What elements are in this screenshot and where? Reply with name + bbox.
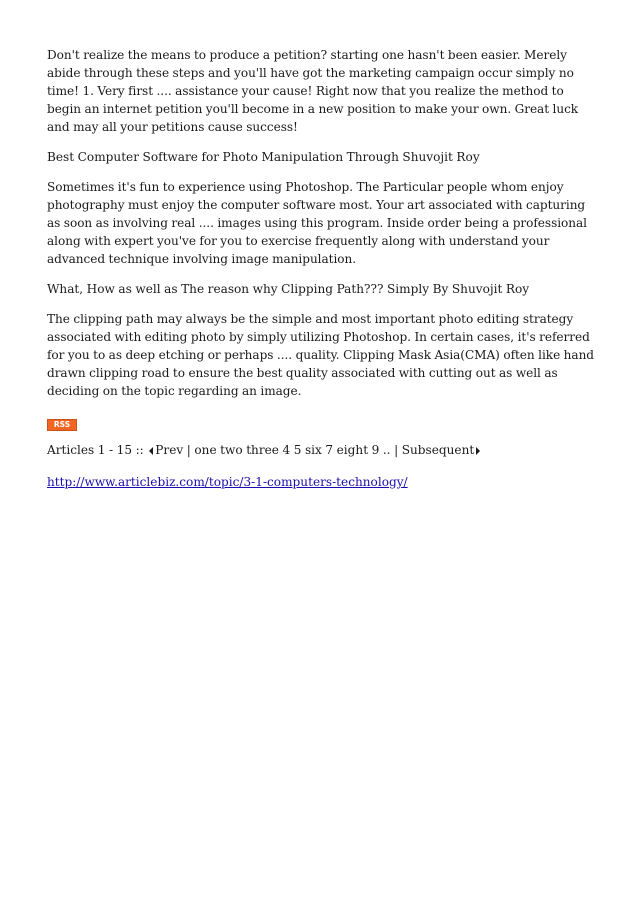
pagination bbox=[47, 441, 595, 459]
prev-link[interactable]: Prev bbox=[155, 443, 184, 457]
intro-paragraph: Don't realize the means to produce a petition? starting one hasn't been easier. Merely abide through these steps and you'll have got the marketing campaign occur simply no time! 1. Very first .... assistance your cause! Right now that you realize the method to begin an internet petition you'll become in a new position to make your own. Great luck and may all your petitions cause success! bbox=[47, 48, 579, 134]
article-summary-clipping-path: The clipping path may always be the simple and most important photo editing strategy associated with editing photo by simply utilizing Photoshop. In certain cases, it's referred for you to as deep etching or perhaps .... quality. Clipping Mask Asia(CMA) often like hand drawn clipping road to ensure the best quality associated with cutting out as well as deciding on the topic regarding an image. bbox=[47, 312, 594, 398]
rss-badge[interactable] bbox=[47, 412, 595, 439]
article-title-photo-manipulation[interactable]: Best Computer Software for Photo Manipulation Through Shuvojit Roy bbox=[47, 150, 480, 164]
pager-separator: | bbox=[186, 443, 191, 457]
page-number-links[interactable]: one two three 4 5 six 7 eight 9 .. bbox=[194, 443, 391, 457]
source-url-link[interactable]: http://www.articlebiz.com/topic/3-1-computers-technology/ bbox=[47, 475, 408, 489]
pager-separator: | bbox=[394, 443, 399, 457]
article-summary-photo-manipulation: Sometimes it's fun to experience using Photoshop. The Particular people whom enjoy photography must enjoy the computer software most. Your art associated with capturing as soon as involving real .... images using this program. Inside order being a professional along with expert you've for you to exercise frequently along with understand your advanced technique involving image manipulation. bbox=[47, 180, 587, 266]
article-title-clipping-path[interactable]: What, How as well as The reason why Clipping Path??? Simply By Shuvojit Roy bbox=[47, 282, 530, 296]
source-link-row bbox=[47, 471, 595, 491]
document-page bbox=[47, 46, 595, 491]
articles-count-label: Articles 1 - 15 :: bbox=[47, 443, 144, 457]
next-link[interactable]: Subsequent bbox=[401, 443, 475, 457]
prev-arrow-icon[interactable] bbox=[149, 447, 153, 455]
rss-icon[interactable]: RSS bbox=[47, 419, 77, 431]
next-arrow-icon[interactable] bbox=[476, 447, 480, 455]
